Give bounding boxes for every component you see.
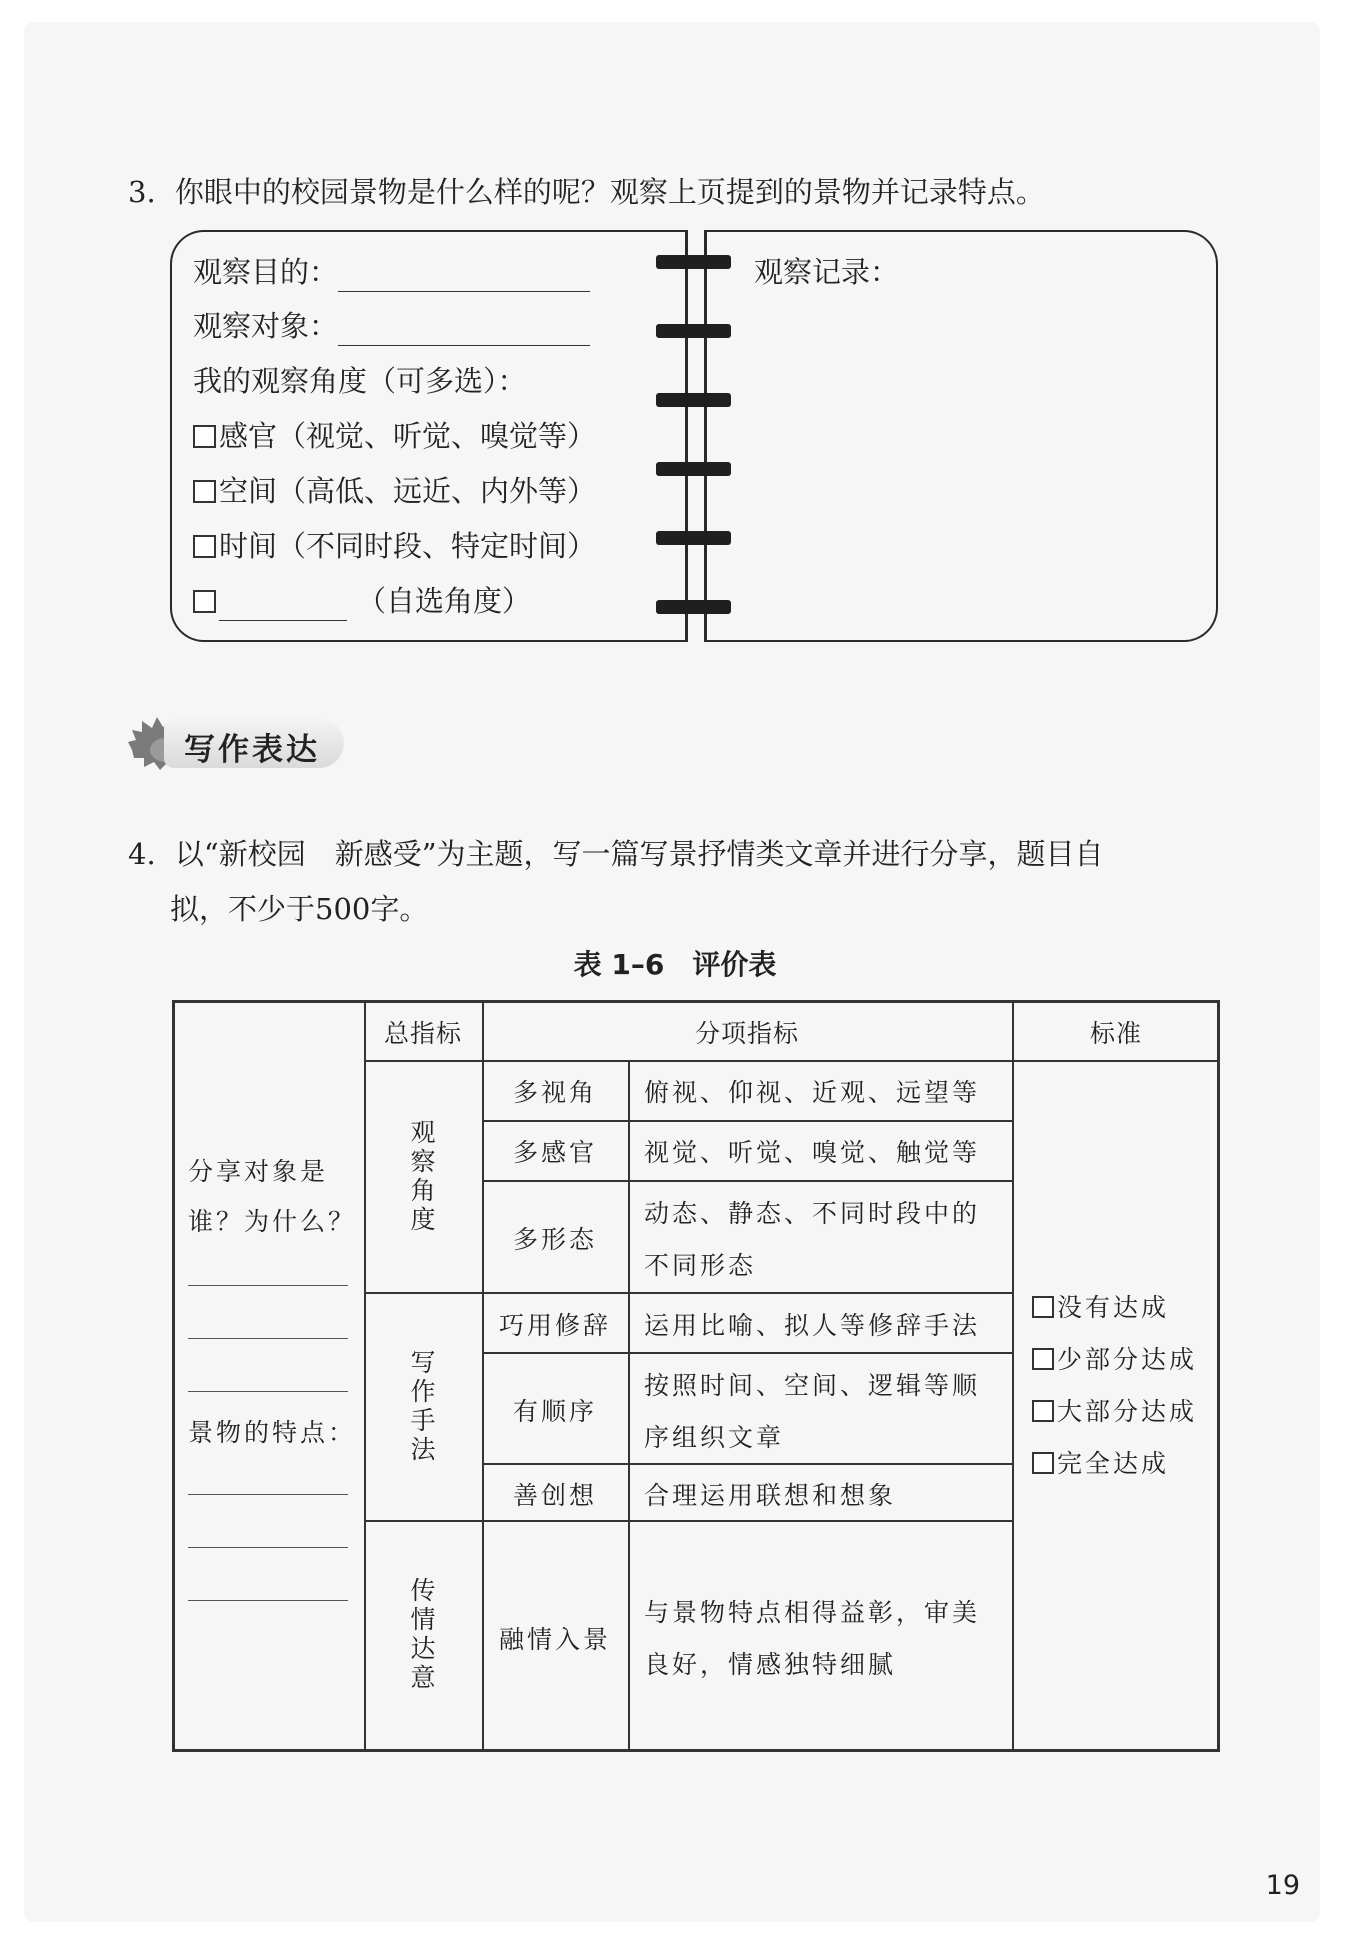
- sub-item: 融情入景: [498, 1625, 611, 1654]
- question-4-line-1: [128, 834, 1104, 874]
- checkbox[interactable]: [1032, 1296, 1054, 1318]
- table-caption: 表 1–6 评价表: [573, 948, 777, 981]
- checkbox[interactable]: [1032, 1348, 1054, 1370]
- checkbox-senses[interactable]: [193, 425, 216, 448]
- angle-option-time[interactable]: [193, 526, 596, 566]
- binder-ring: [656, 255, 731, 269]
- sub-item: 巧用修辞: [498, 1311, 611, 1340]
- header-standard: 标准: [1089, 1019, 1142, 1048]
- angle-option-senses-label: 感官（视觉、听觉、嗅觉等）: [219, 419, 597, 453]
- sub-item: 有顺序: [512, 1397, 597, 1426]
- col-line: [1012, 1000, 1014, 1752]
- sub-desc: 与景物特点相得益彰，审美: [644, 1598, 981, 1627]
- row-line: [482, 1352, 1014, 1354]
- question-4-number: 4.: [128, 837, 156, 871]
- col-line: [364, 1000, 366, 1752]
- standard-option-full[interactable]: [1032, 1444, 1169, 1480]
- header-total: 总指标: [383, 1019, 462, 1048]
- standard-label: 没有达成: [1057, 1293, 1170, 1322]
- observation-object-row: [193, 306, 590, 346]
- question-3: [128, 172, 1045, 212]
- prompt-audience-1: 分享对象是: [188, 1157, 329, 1186]
- checkbox[interactable]: [1032, 1452, 1054, 1474]
- sub-desc: 俯视、仰视、近观、远望等: [644, 1078, 981, 1107]
- sub-desc: 视觉、听觉、嗅觉、触觉等: [644, 1138, 981, 1167]
- angle-option-custom[interactable]: [193, 581, 531, 621]
- sub-desc: 动态、静态、不同时段中的: [644, 1199, 981, 1228]
- sub-item: 多形态: [512, 1225, 597, 1254]
- table-border-bottom: [172, 1749, 1220, 1752]
- header-sub: 分项指标: [694, 1019, 799, 1048]
- question-3-text: 你眼中的校园景物是什么样的呢？观察上页提到的景物并记录特点。: [174, 175, 1045, 209]
- standard-label: 少部分达成: [1057, 1345, 1198, 1374]
- prompt-features: 景物的特点：: [188, 1418, 357, 1447]
- standard-option-most[interactable]: [1032, 1392, 1197, 1428]
- notebook-spine-right: [704, 230, 707, 642]
- group-name-observation: 观察角度: [410, 1118, 436, 1234]
- page-number: 19: [1265, 1870, 1300, 1901]
- angle-option-time-label: 时间（不同时段、特定时间）: [219, 529, 597, 563]
- prompt-audience-2: 谁？为什么？: [188, 1207, 357, 1236]
- section-badge: [126, 712, 346, 774]
- answer-line[interactable]: [188, 1391, 348, 1392]
- checkbox-custom[interactable]: [193, 590, 216, 613]
- sub-item: 多视角: [512, 1078, 597, 1107]
- group-name-writing: 写作手法: [410, 1348, 436, 1464]
- answer-line[interactable]: [188, 1547, 348, 1548]
- answer-line[interactable]: [188, 1338, 348, 1339]
- binder-ring: [656, 600, 731, 614]
- sub-desc: 良好，情感独特细腻: [644, 1650, 897, 1679]
- observation-record-area[interactable]: [740, 300, 1200, 620]
- sub-desc: 合理运用联想和想象: [644, 1481, 897, 1510]
- question-4-text-1: 以“新校园 新感受”为主题，写一篇写景抒情类文章并进行分享，题目自: [174, 837, 1104, 871]
- row-line: [482, 1463, 1014, 1465]
- answer-line[interactable]: [188, 1285, 348, 1286]
- table-border-left: [172, 1000, 175, 1752]
- observation-angle-label: 我的观察角度（可多选）：: [193, 364, 527, 398]
- question-3-number: 3.: [128, 175, 156, 209]
- section-title: 写作表达: [184, 732, 320, 768]
- observation-object-input[interactable]: [338, 315, 590, 346]
- answer-line[interactable]: [188, 1600, 348, 1601]
- checkbox[interactable]: [1032, 1400, 1054, 1422]
- standard-option-none[interactable]: [1032, 1288, 1169, 1324]
- checkbox-time[interactable]: [193, 535, 216, 558]
- group-line: [364, 1520, 1014, 1522]
- binder-ring: [656, 324, 731, 338]
- question-4-text-2: 拟，不少于500字。: [170, 892, 429, 926]
- observation-object-label: 观察对象：: [193, 309, 339, 343]
- col-line: [628, 1060, 630, 1752]
- sub-item: 多感官: [512, 1138, 597, 1167]
- row-line: [482, 1180, 1014, 1182]
- observation-purpose-row: [193, 252, 590, 292]
- observation-record-label: 观察记录：: [754, 255, 900, 289]
- group-name-emotion: 传情达意: [410, 1576, 436, 1692]
- evaluation-table: [172, 1000, 1220, 1752]
- binder-ring: [656, 531, 731, 545]
- sub-desc: 运用比喻、拟人等修辞手法: [644, 1311, 981, 1340]
- custom-angle-input[interactable]: [219, 590, 347, 621]
- angle-option-space-label: 空间（高低、远近、内外等）: [219, 474, 597, 508]
- standard-option-few[interactable]: [1032, 1340, 1197, 1376]
- binder-ring: [656, 462, 731, 476]
- standard-label: 完全达成: [1057, 1449, 1170, 1478]
- standard-label: 大部分达成: [1057, 1397, 1198, 1426]
- table-border-top: [172, 1000, 1220, 1003]
- row-line: [482, 1120, 1014, 1122]
- notebook-spine-left: [685, 230, 688, 642]
- header-line: [364, 1060, 1220, 1062]
- observation-purpose-label: 观察目的：: [193, 255, 339, 289]
- sub-desc: 序组织文章: [644, 1423, 785, 1452]
- answer-line[interactable]: [188, 1494, 348, 1495]
- sub-desc: 按照时间、空间、逻辑等顺: [644, 1371, 981, 1400]
- sub-item: 善创想: [512, 1481, 597, 1510]
- angle-option-senses[interactable]: [193, 416, 596, 456]
- table-border-right: [1217, 1000, 1220, 1752]
- observation-purpose-input[interactable]: [338, 261, 590, 292]
- custom-angle-label: （自选角度）: [357, 584, 532, 618]
- binder-ring: [656, 393, 731, 407]
- checkbox-space[interactable]: [193, 480, 216, 503]
- group-line: [364, 1292, 1014, 1294]
- angle-option-space[interactable]: [193, 471, 596, 511]
- sub-desc: 不同形态: [644, 1251, 757, 1280]
